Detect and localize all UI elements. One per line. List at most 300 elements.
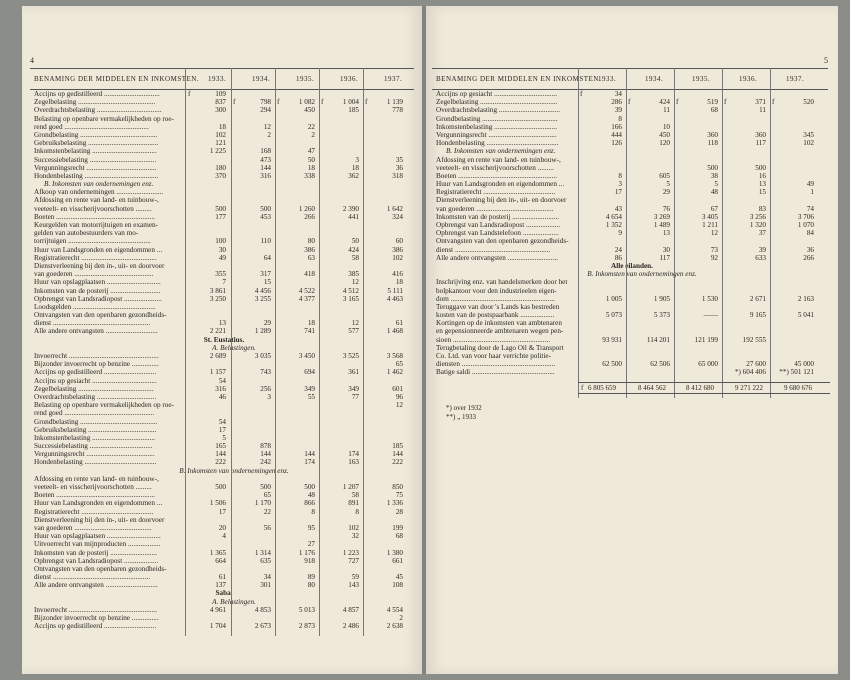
row-label: van goederen ........................................... [34, 523, 152, 532]
cell-1933: 4 654 [605, 212, 622, 221]
cell-1936: 37 [758, 229, 766, 238]
total-1935: 8 412 680 [686, 384, 714, 392]
cell-1934: 294 [260, 106, 271, 115]
cell-1934: 453 [260, 212, 271, 221]
cell-1934: 605 [659, 171, 670, 180]
cell-1935: 92 [710, 253, 718, 262]
cell-1935: 65 000 [698, 360, 718, 369]
cell-1935: 918 [304, 556, 315, 565]
cell-1933: 1 365 [209, 548, 226, 557]
cell-1937: 4 463 [386, 294, 403, 303]
cell-1936: 4 857 [342, 605, 359, 614]
row-label: Vergunningsrecht ....................................... [34, 163, 157, 172]
cell-1934: 13 [662, 229, 670, 238]
cell-1937: 1 462 [386, 368, 403, 377]
cell-1934: 5 373 [653, 311, 670, 320]
cell-1936: 441 [348, 212, 359, 221]
table-row [34, 213, 414, 221]
header-1934: 1934. [645, 75, 664, 83]
cell-1937: 60 [395, 237, 403, 246]
row-label: Successiebelasting ................................... [34, 442, 153, 451]
cell-1933: 17 [614, 188, 622, 197]
cell-1935: 48 [307, 491, 315, 500]
cell-1937: 661 [392, 556, 403, 565]
row-label: dienst ..................................................... [436, 245, 551, 254]
cell-1936: 3 165 [342, 294, 359, 303]
cell-1933: 177 [215, 212, 226, 221]
row-label: Registratierecht ........................................ [34, 507, 154, 516]
cell-1935: 866 [304, 499, 315, 508]
cell-1933: 93 931 [602, 335, 622, 344]
row-label: rend goed ............................................... [34, 122, 149, 131]
cell-1934: 5 [666, 180, 670, 189]
header-label: BENAMING DER MIDDELEN EN INKOMSTEN. [436, 75, 602, 83]
cell-1934: 4 853 [254, 605, 271, 614]
cell-1936: 12 [351, 319, 359, 328]
cell-1937: 850 [392, 483, 403, 491]
cell-1936: 83 [758, 204, 766, 213]
cell-1935: 48 [710, 188, 718, 197]
cell-1936: 385 [348, 270, 359, 279]
row-label: B. Inkomsten van ondernemingen enz. [446, 147, 556, 156]
cell-1933: 165 [215, 442, 226, 451]
cell-1935: 8 [311, 507, 315, 516]
cell-1936: 32 [351, 532, 359, 541]
column-divider [319, 68, 320, 636]
cell-1933: 1 352 [605, 221, 622, 229]
cell-1936: 360 [755, 130, 766, 139]
row-label: Accijns op gesiacht ................................... [436, 90, 557, 98]
cell-1933: 316 [215, 384, 226, 393]
table-row [34, 508, 414, 516]
cell-1935: 55 [307, 392, 315, 401]
table-row [34, 123, 414, 131]
table-row [34, 180, 414, 188]
cell-1935: 3 450 [298, 352, 315, 360]
table-row [34, 385, 414, 393]
table-row [34, 262, 414, 270]
cell-1937: 65 [395, 360, 403, 369]
table-row [34, 467, 414, 475]
page-number: 4 [30, 56, 34, 65]
row-label: Zegelbelasting ........................................... [34, 98, 156, 107]
row-label: Overdrachtsbelasting .................................. [436, 106, 560, 115]
row-label: sioen ...................................................... [436, 335, 550, 344]
cell-1933: 20 [218, 523, 226, 532]
cell-1933: 17 [218, 507, 226, 516]
table-row [34, 524, 414, 532]
cell-1933: 2 221 [209, 327, 226, 336]
cell-1936: 50 [351, 237, 359, 246]
row-label: Grondbelasting .......................................... [436, 114, 558, 123]
cell-1933: 13 [218, 319, 226, 328]
cell-1934: 117 [659, 253, 670, 262]
cell-1933: 86 [614, 253, 622, 262]
row-label: Dienstverleening bij den in-, uit- en doorvoer [34, 515, 165, 524]
cell-1933: 43 [614, 204, 622, 213]
cell-1936: 58 [351, 491, 359, 500]
cell-1937: 35 [395, 155, 403, 164]
table-row [34, 139, 414, 147]
cell-1933: 500 [215, 483, 226, 491]
cell-1934: 11 [663, 106, 670, 115]
table-row [34, 475, 414, 483]
total-1937: 9 680 676 [784, 384, 812, 392]
cell-1933: 1 506 [209, 499, 226, 508]
row-label: rend goed .................................................. [34, 409, 155, 418]
table-row [34, 557, 414, 565]
currency-mark: f [772, 98, 775, 107]
cell-1937: 45 000 [794, 360, 814, 369]
table-row [34, 483, 414, 491]
row-label: Belasting op openbare vermakelijkheden op roe- [34, 401, 174, 410]
row-label: gelden van autobestuurders van mo- [34, 229, 139, 238]
cell-1933: 62 500 [602, 360, 622, 369]
cell-1936: 12 [351, 278, 359, 287]
cell-1934: 29 [662, 188, 670, 197]
row-label: dienst ...................................................... [34, 573, 150, 582]
row-label: Overdrachtsbelasting .................................... [34, 106, 162, 115]
cell-1934: 1 289 [254, 327, 271, 336]
cell-1934: 34 [263, 573, 271, 582]
cell-1935: 450 [304, 106, 315, 115]
cell-1934: 114 201 [646, 335, 670, 344]
total-1933: 6 805 659 [588, 384, 616, 392]
footnote: *) over 1932 [446, 404, 482, 412]
cell-1937: 318 [392, 171, 403, 180]
table-row [34, 221, 414, 229]
table-row [34, 450, 414, 458]
cell-1935: 3 405 [701, 212, 718, 221]
table-header [432, 68, 828, 90]
table-row [34, 426, 414, 434]
row-label: Inschrijving enz. van handelsmerken door het [436, 278, 568, 287]
table-row [34, 532, 414, 540]
cell-1934: 15 [263, 278, 271, 287]
row-label: Dienstverleening bij den in-, uit- en doorvoer [436, 196, 567, 205]
table-row [34, 106, 414, 114]
cell-1936: 4 512 [342, 286, 359, 295]
cell-1935: 386 [304, 245, 315, 254]
cell-1936: *) 604 406 [734, 368, 766, 377]
row-label: Saba. [215, 589, 233, 598]
cell-1934: 76 [662, 204, 670, 213]
cell-1937: 96 [395, 392, 403, 401]
table-row [34, 409, 414, 417]
cell-1935: 2 [311, 130, 315, 139]
currency-mark: f [188, 90, 191, 98]
cell-1933: 286 [611, 98, 622, 107]
row-label: Boeten ....................................................... [34, 212, 155, 221]
table-row [34, 401, 414, 409]
table-header [30, 68, 414, 90]
row-label: diensten .................................................... [436, 360, 556, 369]
currency-mark: f [321, 98, 324, 107]
cell-1937: 74 [806, 204, 814, 213]
row-label: Registratierecht .......................................... [34, 253, 157, 262]
table-row [34, 622, 414, 630]
row-label: Gebruiksbelasting ...................................... [34, 425, 157, 434]
table-row [34, 115, 414, 123]
row-label: dom .......................................................... [436, 294, 555, 303]
column-divider [231, 68, 232, 636]
cell-1935: 80 [307, 581, 315, 590]
cell-1937: **) 501 121 [779, 368, 814, 377]
row-label: Teruggave van door 's Lands kas bestreden [436, 302, 560, 311]
cell-1937: 386 [392, 245, 403, 254]
cell-1934: 144 [260, 163, 271, 172]
row-label: Accijns op gedistilleerd ............................. [34, 622, 157, 631]
cell-1934: 242 [260, 458, 271, 467]
row-label: Inkomsten van de posterij .......................... [34, 548, 157, 557]
row-label: A. Belastingen. [212, 343, 256, 352]
cell-1936: 59 [351, 573, 359, 582]
cell-1933: 5 [222, 433, 226, 442]
cell-1934: 1 489 [653, 221, 670, 229]
header-1936: 1936. [340, 75, 359, 83]
table-row [34, 278, 414, 286]
cell-1936: 1 223 [342, 548, 359, 557]
cell-1937: 12 [395, 401, 403, 410]
page-number: 5 [824, 56, 828, 65]
row-label: Hondenbelasting ........................................ [34, 458, 157, 467]
table-row [34, 156, 414, 164]
right-page [426, 6, 838, 674]
cell-1935: 1 260 [298, 204, 315, 213]
row-label: Afdossing en rente van land- en tuinbouw-, [436, 155, 561, 164]
cell-1935: 22 [307, 122, 315, 131]
cell-1936: 1 207 [342, 483, 359, 491]
cell-1933: 300 [215, 106, 226, 115]
header-1937: 1937. [384, 75, 403, 83]
row-label: Hondenbelasting ........................................ [436, 139, 559, 148]
row-label: Alle andere ontvangsten ............................. [34, 581, 158, 590]
cell-1936: 13 [758, 180, 766, 189]
cell-1937: 3 568 [386, 352, 403, 360]
totals-row [578, 382, 830, 394]
cell-1935: 38 [710, 171, 718, 180]
cell-1934: 317 [260, 270, 271, 279]
header-1936: 1936. [739, 75, 758, 83]
cell-1935: 741 [304, 327, 315, 336]
table-row [34, 458, 414, 466]
cell-1935: 500 [304, 483, 315, 491]
cell-1936: 58 [351, 253, 359, 262]
cell-1933: 24 [614, 245, 622, 254]
cell-1935: 418 [304, 270, 315, 279]
cell-1933: 8 [618, 171, 622, 180]
table-row [34, 90, 414, 98]
left-table-body [34, 90, 414, 630]
cell-1937: 778 [392, 106, 403, 115]
cell-1933: 126 [611, 139, 622, 148]
cell-1933: 500 [215, 204, 226, 213]
cell-1935: 50 [307, 155, 315, 164]
table-row [34, 196, 414, 204]
cell-1937: 4 554 [386, 605, 403, 614]
cell-1936: 18 [351, 163, 359, 172]
table-row [34, 581, 414, 589]
cell-1936: 185 [348, 106, 359, 115]
total-1936: 9 271 222 [735, 384, 763, 392]
row-label: Batige saldi .............................................. [436, 368, 555, 377]
row-label: B. Inkomsten van ondernemingen enz. [44, 180, 154, 189]
header-1937: 1937. [786, 75, 805, 83]
cell-1934: 301 [260, 581, 271, 590]
table-row [34, 565, 414, 573]
cell-1936: 2 671 [749, 294, 766, 303]
cell-1934: 65 [263, 491, 271, 500]
cell-1935: 5 [714, 180, 718, 189]
row-label: Terugbetaling door de Lago Oil & Transport [436, 343, 564, 352]
cell-1937: 1 336 [386, 499, 403, 508]
cell-1933: 54 [218, 376, 226, 385]
cell-1933: 17 [218, 425, 226, 434]
table-row [34, 311, 414, 319]
cell-1935: 80 [307, 237, 315, 246]
row-label: Bijzonder invoerrecht op benzine ............... [34, 614, 159, 622]
table-row [34, 98, 414, 106]
row-label: Afkoop van ondernemingen .......................... [34, 188, 164, 197]
header-1935: 1935. [296, 75, 315, 83]
row-label: St. Eustatius. [203, 335, 245, 344]
table-row [34, 237, 414, 245]
row-label: Uitvoerrecht van mijnproducten .................. [34, 540, 161, 549]
cell-1933: 100 [215, 237, 226, 246]
cell-1933: 3 250 [209, 294, 226, 303]
cell-1937: 36 [806, 245, 814, 254]
cell-1935: 5 013 [298, 605, 315, 614]
cell-1933: 3 861 [209, 286, 226, 295]
column-divider [770, 68, 771, 398]
cell-1935: 4 377 [298, 294, 315, 303]
cell-1937: 108 [392, 581, 403, 590]
cell-1934: 424 [659, 98, 670, 107]
cell-1933: 1 005 [605, 294, 622, 303]
cell-1936: 11 [759, 106, 766, 115]
row-label: Invoerrecht .................................................. [34, 352, 159, 360]
left-page [22, 6, 422, 674]
row-label: Inkomstenbelasting ................................... [436, 122, 557, 131]
cell-1935: 519 [707, 98, 718, 107]
table-row [34, 270, 414, 278]
cell-1934: 120 [659, 139, 670, 148]
cell-1937: 199 [392, 523, 403, 532]
cell-1935: 1 530 [701, 294, 718, 303]
cell-1936: 163 [348, 458, 359, 467]
row-label: Hondenbelasting ......................................... [34, 171, 159, 180]
row-label: Opbrengst van Landsradiopost ................... [34, 556, 159, 565]
cell-1937: 2 638 [386, 622, 403, 631]
cell-1936: 1 320 [749, 221, 766, 229]
row-label: Alle andere ontvangsten ............................ [436, 253, 558, 262]
row-label: Zegelbelasting .......................................... [34, 384, 154, 393]
row-label: veeteelt- en visscherijvoorschotten ......... [34, 483, 152, 491]
cell-1935: 47 [307, 147, 315, 156]
row-label: Accijns op gesiacht .................................... [34, 376, 157, 385]
cell-1937: 61 [395, 319, 403, 328]
row-label: Opbrengst van Landstelefoon .................... [436, 229, 559, 238]
cell-1935: 89 [307, 573, 315, 582]
cell-1933: 2 689 [209, 352, 226, 360]
cell-1933: 355 [215, 270, 226, 279]
table-row [34, 589, 414, 597]
cell-1935: 73 [710, 245, 718, 254]
cell-1937: 601 [392, 384, 403, 393]
row-label: Inkomsten van de posterij .......................... [436, 212, 559, 221]
cell-1933: 9 [618, 229, 622, 238]
cell-1936: 3 256 [749, 212, 766, 221]
cell-1933: 664 [215, 556, 226, 565]
cell-1936: 371 [755, 98, 766, 107]
row-label: B. Inkomsten van ondernemingen enz. [587, 270, 697, 279]
cell-1933: 137 [215, 581, 226, 590]
cell-1935: 18 [307, 319, 315, 328]
cell-1934: 1 905 [653, 294, 670, 303]
table-row [34, 614, 414, 622]
cell-1934: 1 170 [254, 499, 271, 508]
column-divider [363, 68, 364, 636]
table-row [34, 287, 414, 295]
cell-1936: 3 525 [342, 352, 359, 360]
cell-1933: 4 961 [209, 605, 226, 614]
table-row [34, 491, 414, 499]
table-row [34, 327, 414, 335]
header-1933: 1933. [208, 75, 227, 83]
row-label: en gepensionneerde ambtenaren wegen pen- [436, 327, 564, 336]
row-label: Zegelbelasting ........................................... [436, 98, 558, 107]
table-row [34, 598, 414, 606]
cell-1936: 500 [755, 163, 766, 172]
row-label: Huur van Landsgronden en eigendommen ... [436, 180, 565, 189]
row-label: bolpkantoor voor den industrieelen eigen- [436, 286, 557, 295]
cell-1937: 324 [392, 212, 403, 221]
cell-1937: 185 [392, 442, 403, 451]
cell-1935: 4 522 [298, 286, 315, 295]
cell-1935: 1 176 [298, 548, 315, 557]
row-label: Huur van Landsgronden en eigendommen ... [34, 245, 163, 254]
row-label: Keurgelden van motorrijtuigen en examen- [34, 221, 159, 229]
row-label: Invoerrecht ................................................. [34, 605, 157, 614]
cell-1935: 338 [304, 171, 315, 180]
table-row [34, 393, 414, 401]
row-label: veeteelt- en visscherijvoorschotten ......... [34, 204, 152, 213]
table-row [34, 573, 414, 581]
row-label: Dienstverleening bij den in-, uit- en doorvoer [34, 261, 165, 270]
cell-1936: 727 [348, 556, 359, 565]
cell-1933: 1 225 [209, 147, 226, 156]
table-row [34, 164, 414, 172]
cell-1933: 4 [222, 532, 226, 541]
cell-1933: 1 157 [209, 368, 226, 377]
currency-mark: f [676, 98, 679, 107]
cell-1937: 266 [803, 253, 814, 262]
cell-1933: 121 [215, 139, 226, 148]
cell-1933: 49 [218, 253, 226, 262]
cell-1934: 1 314 [254, 548, 271, 557]
table-row [34, 377, 414, 385]
cell-1934: 3 035 [254, 352, 271, 360]
cell-1935: 63 [307, 253, 315, 262]
table-row [34, 131, 414, 139]
cell-1935: 360 [707, 130, 718, 139]
cell-1937: 45 [395, 573, 403, 582]
table-row [34, 360, 414, 368]
cell-1937: 75 [395, 491, 403, 500]
cell-1936: 891 [348, 499, 359, 508]
cell-1936: 2 486 [342, 622, 359, 631]
cell-1934: 30 [662, 245, 670, 254]
